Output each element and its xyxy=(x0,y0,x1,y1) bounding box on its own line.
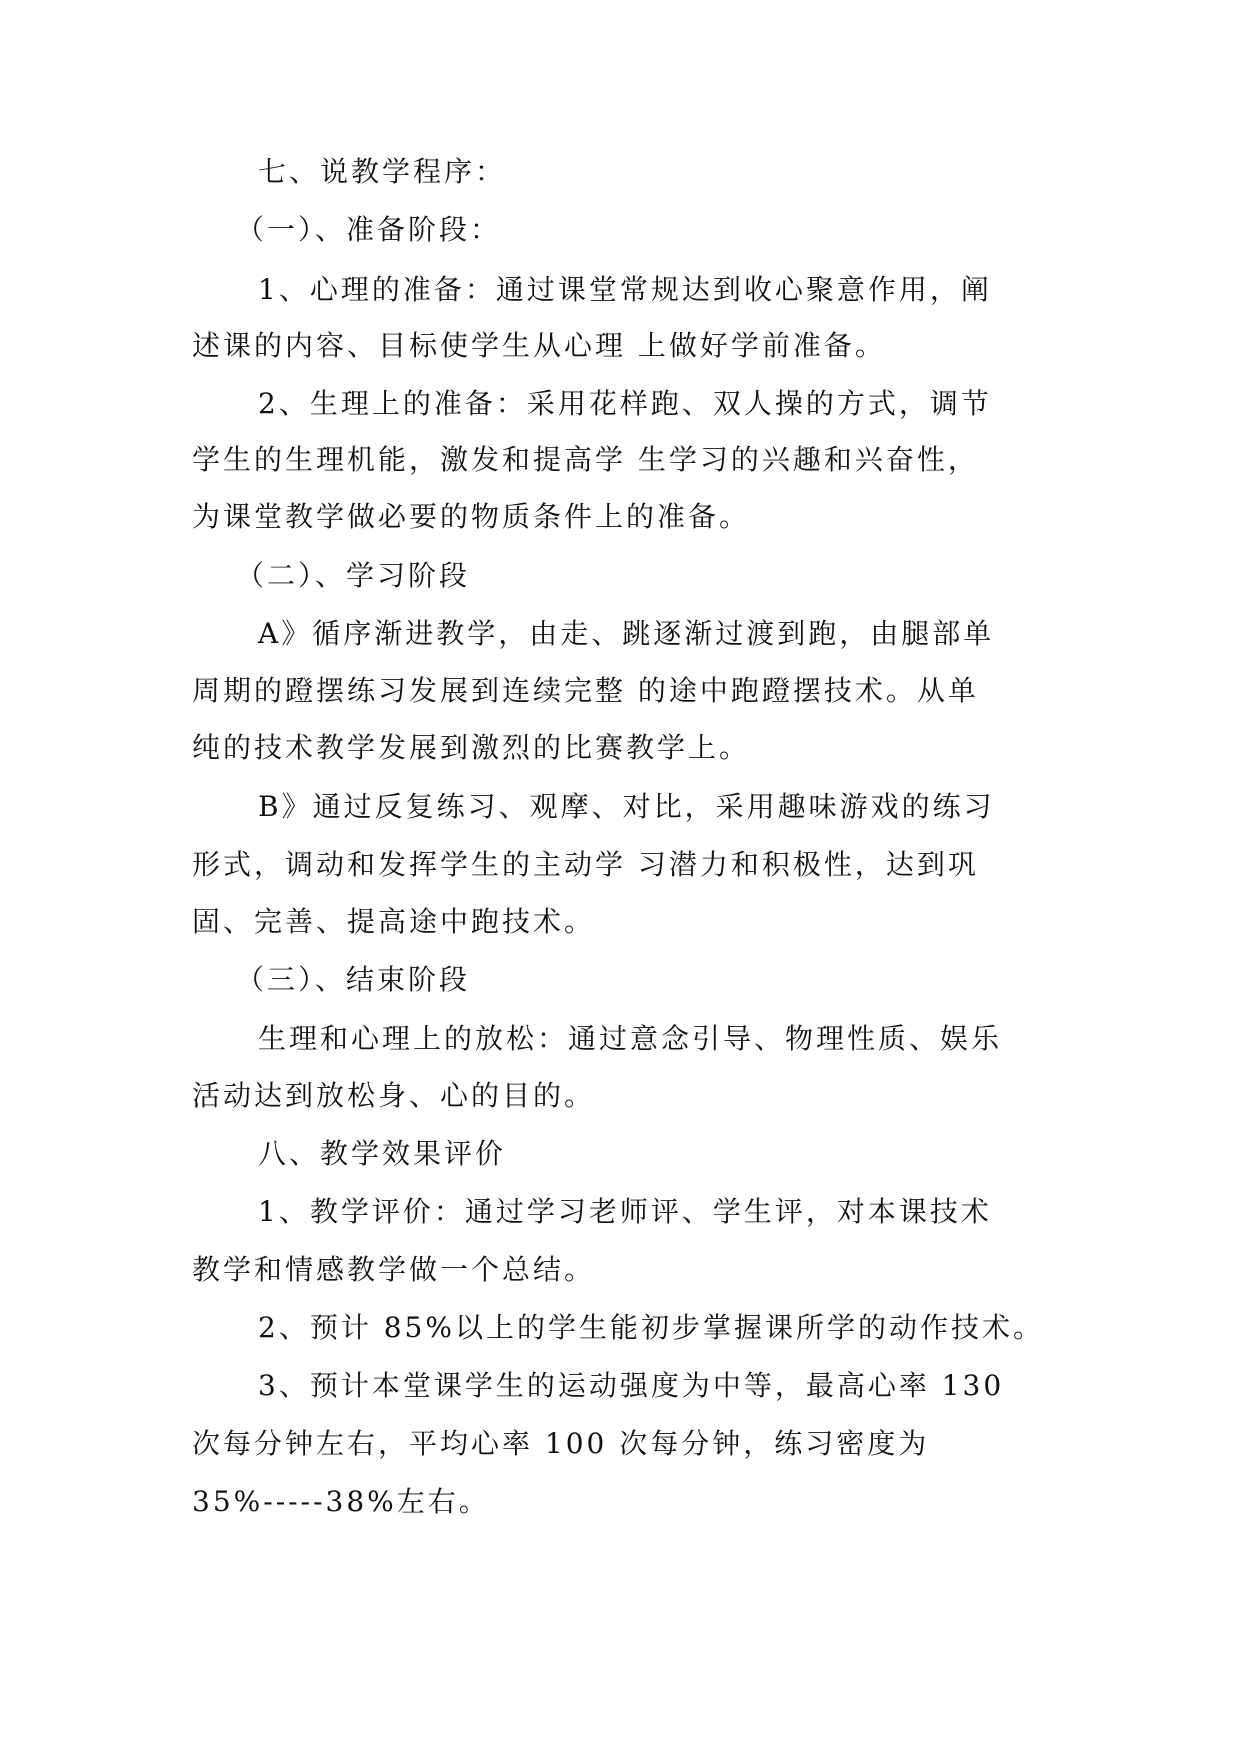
paragraph-line: 次每分钟左右，平均心率 100 次每分钟，练习密度为 xyxy=(192,1427,930,1460)
paragraph-line: 周期的蹬摆练习发展到连续完整 的途中跑蹬摆技术。从单 xyxy=(192,674,979,707)
paragraph-line: 活动达到放松身、心的目的。 xyxy=(192,1079,596,1112)
paragraph-line: 述课的内容、目标使学生从心理 上做好学前准备。 xyxy=(192,329,886,362)
subsection-heading-preparation: （一）、准备阶段： xyxy=(236,213,502,246)
paragraph-line: 形式，调动和发挥学生的主动学 习潜力和积极性，达到巩 xyxy=(192,848,979,881)
paragraph-line: 生理和心理上的放松：通过意念引导、物理性质、娱乐 xyxy=(258,1022,1003,1055)
paragraph-line: 2、生理上的准备：采用花样跑、双人操的方式，调节 xyxy=(258,387,992,420)
paragraph-line: 固、完善、提高途中跑技术。 xyxy=(192,905,596,938)
paragraph-line: 为课堂教学做必要的物质条件上的准备。 xyxy=(192,500,751,533)
paragraph-line: 学生的生理机能，激发和提高学 生学习的兴趣和兴奋性， xyxy=(192,443,979,476)
paragraph-line: 2、预计 85%以上的学生能初步掌握课所学的动作技术。 xyxy=(258,1311,1044,1344)
section-heading-teaching-procedure: 七、说教学程序： xyxy=(258,155,507,188)
paragraph-line: 3、预计本堂课学生的运动强度为中等，最高心率 130 xyxy=(258,1369,1005,1402)
paragraph-line: 教学和情感教学做一个总结。 xyxy=(192,1253,596,1286)
paragraph-line: 1、心理的准备：通过课堂常规达到收心聚意作用，阐 xyxy=(258,273,992,306)
paragraph-line: 35%-----38%左右。 xyxy=(192,1485,490,1518)
section-heading-teaching-evaluation: 八、教学效果评价 xyxy=(258,1137,507,1170)
paragraph-line: A》循序渐进教学，由走、跳逐渐过渡到跑，由腿部单 xyxy=(258,617,995,650)
paragraph-line: 纯的技术教学发展到激烈的比赛教学上。 xyxy=(192,731,751,764)
subsection-heading-learning: （二）、学习阶段 xyxy=(236,559,471,592)
subsection-heading-ending: （三）、结束阶段 xyxy=(236,963,471,996)
paragraph-line: 1、教学评价：通过学习老师评、学生评，对本课技术 xyxy=(258,1195,992,1228)
paragraph-line: B》通过反复练习、观摩、对比，采用趣味游戏的练习 xyxy=(258,790,995,823)
